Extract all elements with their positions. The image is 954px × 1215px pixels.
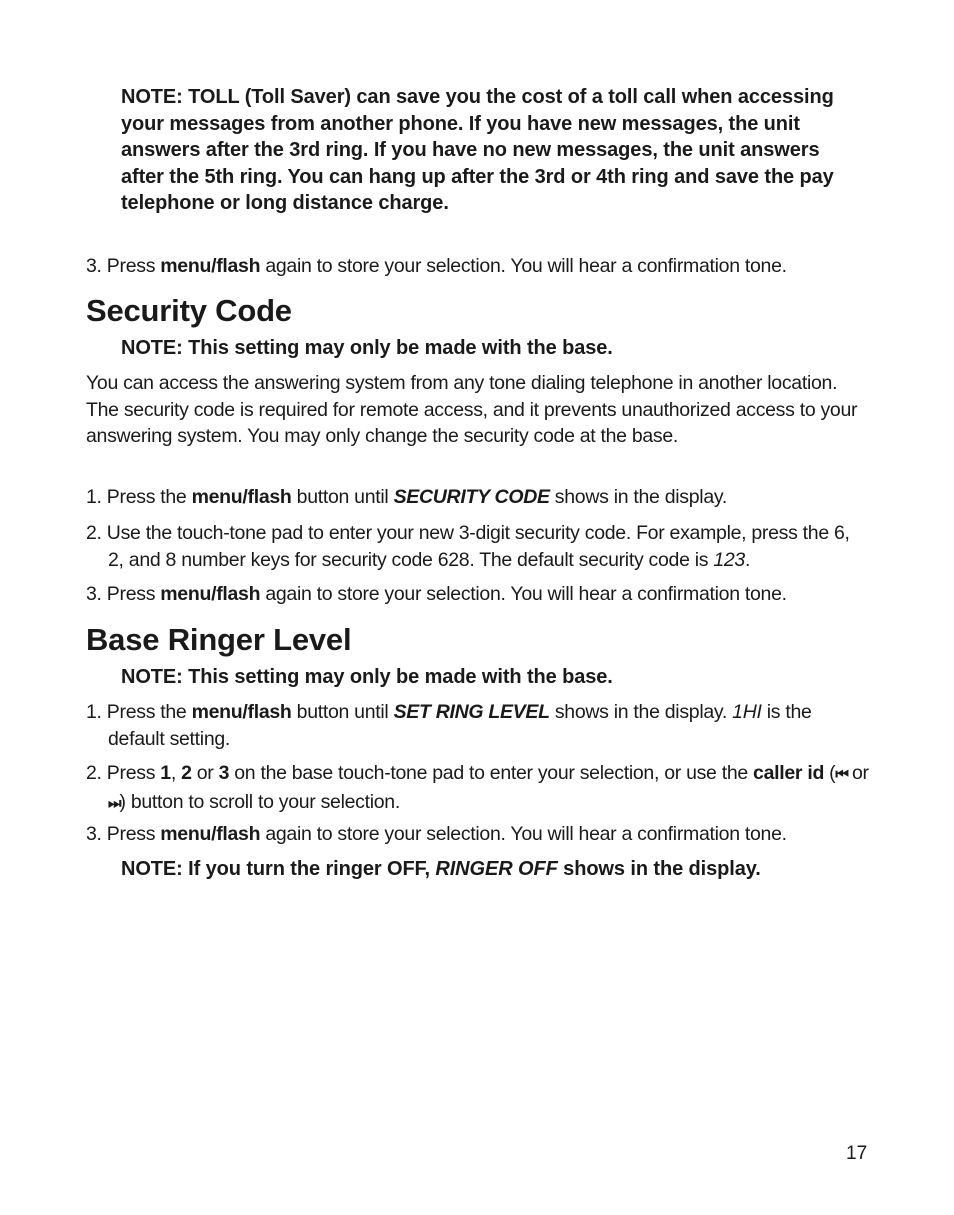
skip-forward-icon: ⏭ [108,794,120,812]
display-text: SECURITY CODE [393,486,550,508]
step-number: 2. [86,522,102,544]
menu-flash-key: menu/flash [160,255,261,277]
security-intro: You can access the answering system from any tone dialing telephone in another location. The security code is required for remote access, and it prevents unauthorized access to your answering system. You may only change the security code at the base. [86,372,858,447]
ringer-step-2: 2. Press 1, 2 or 3 on the base touch-tone pad to enter your selection, or use the caller id (⏮ or ⏭) button to scroll to your selection. [86,762,869,813]
default-level: 1HI [732,701,762,723]
key-1: 1 [160,762,171,784]
security-step-3: 3. Press menu/flash again to store your selection. You will hear a confirmation tone. [86,583,787,605]
ringer-step-3: 3. Press menu/flash again to store your selection. You will hear a confirmation tone. [86,823,787,845]
step-number: 2. [86,762,102,784]
skip-back-icon: ⏮ [835,766,847,783]
toll-saver-note: NOTE: TOLL (Toll Saver) can save you the cost of a toll call when accessing your messages from another phone. If you have new messages, the unit answers after the 3rd ring. If you have no new messages, the unit answers after the 5th ring. You can hang up after the 3rd or 4th ring and save the pay telephone or long distance charge. [121,86,834,214]
menu-flash-key: menu/flash [191,701,292,723]
security-step-2: 2. Use the touch-tone pad to enter your new 3-digit security code. For example, press the 6, 2, and 8 number keys for security code 628. The default security code is 123. [86,522,850,571]
step-number: 3. [86,255,102,277]
menu-flash-key: menu/flash [191,486,292,508]
toll-step-3: 3. Press menu/flash again to store your selection. You will hear a confirmation tone. [86,255,787,277]
ringer-off-note: NOTE: If you turn the ringer OFF, RINGER OFF shows in the display. [121,858,761,880]
security-step-1: 1. Press the menu/flash button until SECURITY CODE shows in the display. [86,486,727,508]
caller-id-key: caller id [753,762,825,784]
base-ringer-level-heading: Base Ringer Level [86,622,352,657]
ringer-step-1: 1. Press the menu/flash button until SET RING LEVEL shows in the display. 1HI is the default setting. [86,701,812,750]
display-text: RINGER OFF [435,858,558,880]
step-number: 3. [86,583,102,605]
menu-flash-key: menu/flash [160,823,261,845]
key-3: 3 [218,762,230,784]
ringer-base-note: NOTE: This setting may only be made with the base. [121,666,613,688]
menu-flash-key: menu/flash [160,583,261,605]
display-text: SET RING LEVEL [393,701,550,723]
default-code: 123 [713,548,745,571]
step-number: 1. [86,486,102,508]
step-number: 1. [86,701,102,723]
page-number: 17 [846,1143,868,1164]
step-number: 3. [86,823,102,845]
key-2: 2 [181,762,192,784]
security-code-heading: Security Code [86,293,292,328]
security-base-note: NOTE: This setting may only be made with the base. [121,337,613,359]
